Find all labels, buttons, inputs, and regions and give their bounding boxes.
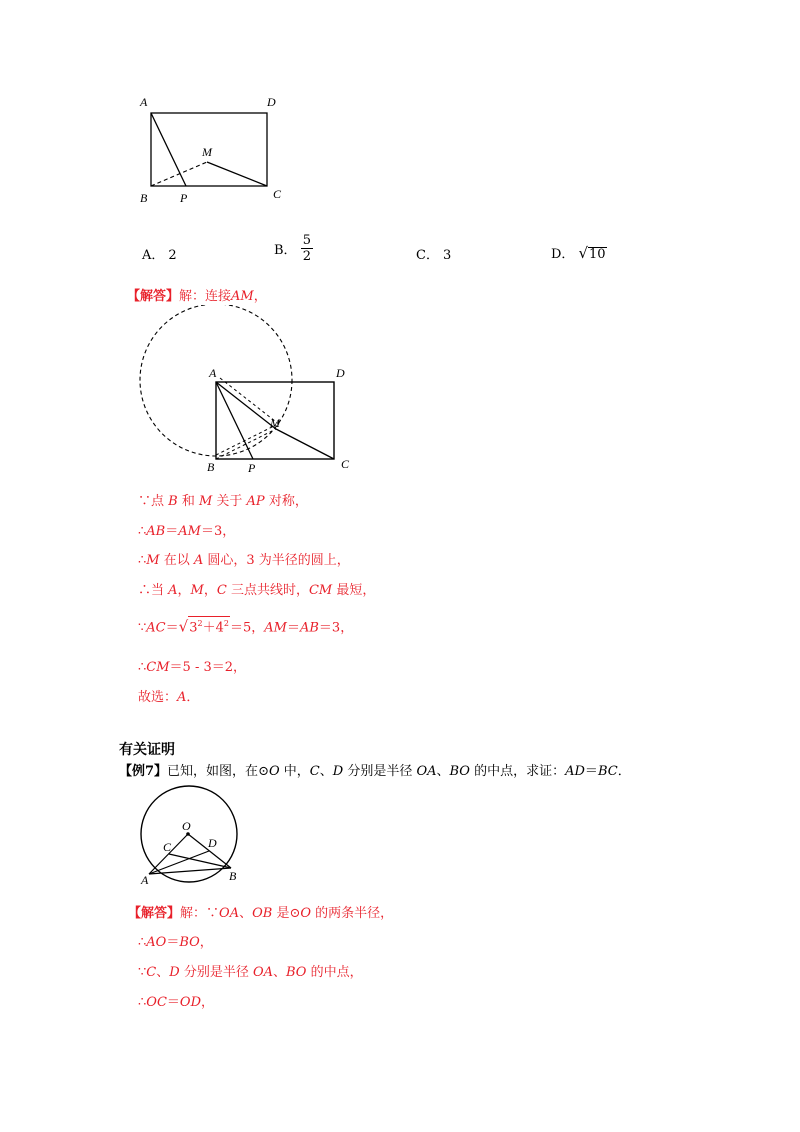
option-b[interactable] [274, 233, 313, 264]
s1l7-pre: 故选： [138, 690, 178, 705]
option-a-value: 2 [168, 248, 177, 263]
s2l2-v2: BO [179, 935, 200, 950]
ex7-t2: O [268, 764, 280, 779]
s1l2-pre: ∴ [138, 524, 147, 539]
s1l6-post: ＝5 ‑ 3＝2， [169, 660, 247, 675]
s2l1-circle-symbol: ⊙ [289, 906, 301, 921]
ex7-v6: BC [597, 764, 618, 779]
s1l4-v4: CM [308, 583, 333, 598]
option-b-key: B． [274, 243, 297, 258]
s1l6-v1: CM [146, 660, 170, 675]
segment-bm-dashed-2 [216, 425, 276, 455]
s1l3-pre: ∴ [138, 553, 147, 568]
option-b-numerator: 5 [302, 233, 311, 248]
s2l3-c2: 、 [273, 965, 287, 980]
label-c: C [163, 840, 172, 854]
solution1-intro [127, 285, 267, 304]
ex7-t3: 中， [279, 764, 310, 779]
s2l1-c1: 、 [239, 906, 253, 921]
solution1-intro-text: 解：连接 [179, 289, 232, 304]
segment-bm-dashed [151, 162, 207, 186]
ex7-t7: 的中点，求证： [469, 764, 566, 779]
segment-ap [216, 382, 253, 459]
label-p: P [180, 191, 188, 205]
s1l4-post: 最短， [332, 583, 376, 598]
s2l1-v1: OA [219, 906, 240, 921]
s1l2-v1: AB [146, 524, 166, 539]
s2l4-v1: OC [146, 995, 167, 1010]
ex7-t6: 、 [436, 764, 450, 779]
solution1-line6 [138, 656, 246, 675]
solution1-line5 [138, 616, 353, 635]
s1l2-eq: ＝ [165, 524, 179, 539]
s2l4-pre: ∴ [138, 995, 147, 1010]
s1l5-v1: AC [146, 620, 166, 636]
s2l2-pre: ∴ [138, 935, 147, 950]
label-d: D [208, 836, 217, 850]
solution2-line3 [138, 961, 363, 980]
s1l4-c1: ， [177, 583, 191, 598]
s2l1-v3: O [300, 906, 312, 921]
label-d: D [267, 95, 276, 109]
figure-circle [135, 784, 250, 890]
s1l3-v1: M [146, 553, 160, 568]
s1l5-eb: 2 [223, 619, 229, 628]
s1l5-v2: AM [264, 620, 287, 636]
s1l3-mid: 在以 [159, 553, 194, 568]
option-a[interactable] [142, 244, 177, 263]
s1l1-mid1: 和 [177, 494, 199, 509]
s1l5-ra: 3 [189, 620, 198, 636]
s2l4-post: ， [201, 995, 215, 1010]
label-b: B [140, 191, 148, 205]
s1l4-pre: ∴当 [138, 583, 169, 598]
s2l2-v1: AO [146, 935, 167, 950]
segment-ap [151, 113, 186, 186]
solution1-line2 [138, 520, 235, 539]
s2l1-v2: OB [252, 906, 273, 921]
segment-mc [276, 429, 334, 459]
example7-tag: 【例7】 [119, 764, 168, 779]
s1l5-eq: ＝ [165, 620, 179, 636]
label-d: D [336, 366, 345, 380]
s1l5-v3: AB [299, 620, 319, 636]
ex7-v2: D [332, 764, 344, 779]
segment-mc [207, 162, 267, 186]
s2l3-v4: BO [286, 965, 307, 980]
s2l1-mid: 是 [272, 906, 290, 921]
s1l1-post: 对称， [264, 494, 308, 509]
ex7-t9: ． [617, 764, 631, 779]
ex7-t8: ＝ [584, 764, 598, 779]
solution1-line7 [138, 686, 199, 705]
label-c: C [273, 187, 282, 201]
s1l5-post: ＝3， [318, 620, 354, 636]
option-b-fraction [301, 233, 313, 264]
ex7-t5: 分别是半径 [343, 764, 417, 779]
label-b: B [229, 869, 237, 883]
s2l2-post: ， [199, 935, 213, 950]
s1l5-result: ＝5， [229, 620, 265, 636]
label-c: C [341, 457, 350, 471]
s2l3-pre: ∵ [138, 965, 147, 980]
solution1-intro-end: ， [253, 289, 267, 304]
section-heading: 有关证明 [119, 742, 175, 758]
s1l5-rb: 4 [215, 620, 224, 636]
s1l4-v2: M [190, 583, 204, 598]
option-c-value: 3 [442, 248, 452, 263]
s2l1-pre: 解：∵ [180, 906, 220, 921]
s1l4-v3: C [216, 583, 227, 598]
solution2-line4 [138, 991, 214, 1010]
solution2-line2 [138, 931, 213, 950]
s1l1-v3: AP [246, 494, 265, 509]
s1l1-v1: B [168, 494, 178, 509]
s2l1-post: 的两条半径， [311, 906, 394, 921]
s1l4-v1: A [168, 583, 178, 598]
label-a: A [209, 366, 217, 380]
s1l5-plus: ＋ [202, 620, 216, 636]
s1l3-post: 圆心，3 为半径的圆上， [203, 553, 350, 568]
ex7-v5: AD [565, 764, 585, 779]
ex7-v3: OA [416, 764, 437, 779]
label-m: M [270, 416, 280, 430]
figure-rectangle-circle [133, 305, 368, 477]
s1l1-v2: M [198, 494, 213, 509]
s1l5-radical: √ [178, 617, 189, 636]
s1l4-mid: 三点共线时， [226, 583, 309, 598]
option-c[interactable] [416, 244, 451, 263]
ex7-circle-symbol: ⊙ [258, 764, 269, 779]
label-o: O [182, 819, 191, 833]
example7-statement [119, 760, 631, 779]
s1l2-v2: AM [178, 524, 201, 539]
solution1-line4 [138, 579, 375, 598]
s1l1-mid2: 关于 [212, 494, 247, 509]
label-p: P [248, 461, 256, 475]
s1l5-ea: 2 [197, 619, 203, 628]
solution2-tag: 【解答】 [128, 906, 181, 921]
ex7-v4: BO [449, 764, 470, 779]
solution1-intro-var: AM [231, 289, 254, 304]
ex7-v1: C [309, 764, 320, 779]
s2l2-eq: ＝ [166, 935, 180, 950]
s2l3-v1: C [146, 965, 157, 980]
option-d-radicand: 10 [589, 247, 606, 262]
ex7-t4: 、 [319, 764, 333, 779]
s1l5-radicand [188, 616, 230, 635]
label-a: A [140, 95, 148, 109]
option-d-radical: √ [578, 244, 588, 262]
segment-am [216, 382, 276, 429]
label-a: A [141, 873, 149, 887]
ex7-t1: 已知，如图，在 [167, 764, 259, 779]
s1l7-post: ． [186, 690, 200, 705]
s2l4-v2: OD [179, 995, 201, 1010]
s2l3-post: 的中点， [306, 965, 363, 980]
figure-rectangle-question [135, 92, 295, 212]
s1l6-pre: ∴ [138, 660, 147, 675]
s1l7-v1: A [177, 690, 187, 705]
option-d-key: D． [551, 247, 575, 262]
solution1-tag: 【解答】 [127, 289, 180, 304]
label-m: M [202, 145, 212, 159]
label-b: B [207, 460, 215, 474]
s1l1-pre: ∵点 [138, 494, 169, 509]
s2l3-mid: 分别是半径 [179, 965, 253, 980]
s2l4-eq: ＝ [166, 995, 180, 1010]
option-b-denominator: 2 [302, 249, 311, 264]
s1l2-post: ＝3， [200, 524, 236, 539]
solution2-line1 [128, 902, 393, 921]
s2l3-v2: D [169, 965, 180, 980]
s1l3-v2: A [193, 553, 204, 568]
s1l5-eq2: ＝ [286, 620, 300, 636]
s1l5-pre: ∵ [138, 620, 147, 636]
s1l4-c2: ， [203, 583, 217, 598]
s2l3-v3: OA [252, 965, 273, 980]
s2l3-c1: 、 [156, 965, 170, 980]
option-c-key: C． [416, 248, 439, 263]
option-d[interactable] [551, 243, 607, 262]
solution1-line3 [138, 549, 350, 568]
solution1-line1 [138, 490, 308, 509]
option-a-key: A． [142, 248, 165, 263]
